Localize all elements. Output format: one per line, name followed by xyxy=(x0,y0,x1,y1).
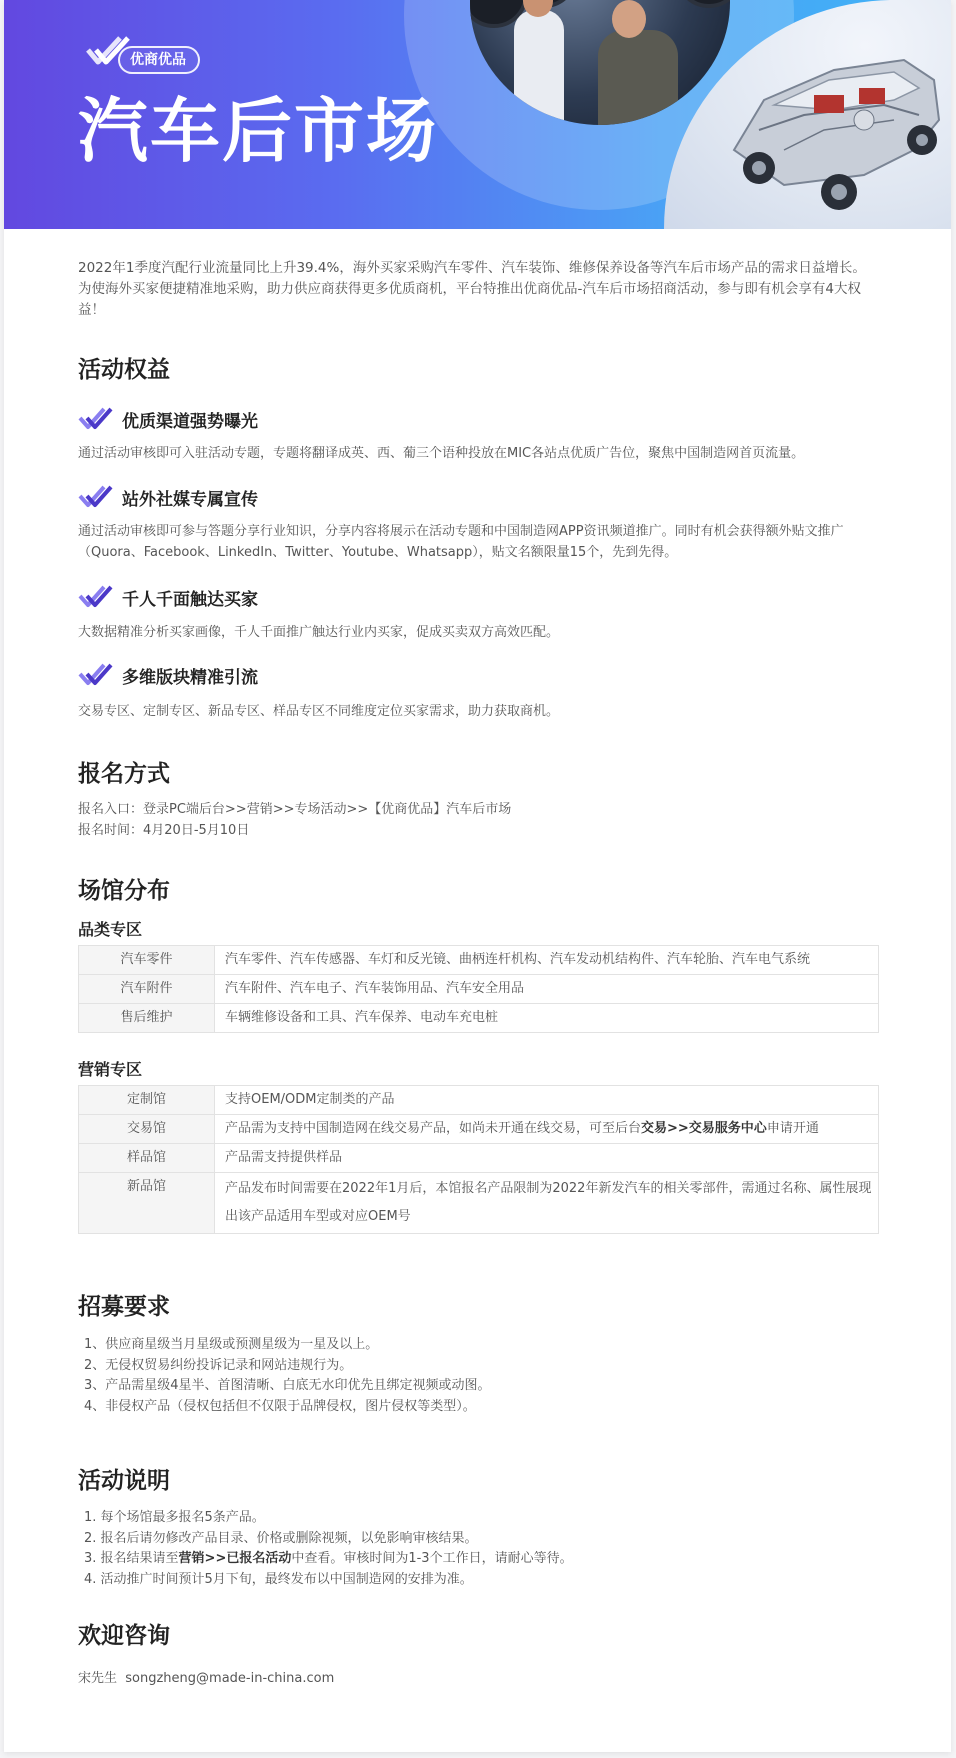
table-row xyxy=(79,1144,879,1173)
seat-graphic xyxy=(859,88,885,104)
benefit-item xyxy=(78,482,258,512)
brand-badge xyxy=(84,34,284,68)
badge-label: 优商优品 xyxy=(118,46,200,74)
benefit-title: 站外社媒专属宣传 xyxy=(122,489,258,510)
zone-key: 定制馆 xyxy=(79,1086,215,1115)
benefit-desc: 交易专区、定制专区、新品专区、样品专区不同维度定位买家需求，助力获取商机。 xyxy=(78,704,560,719)
intro-section xyxy=(78,258,878,321)
list-item-path: 营销>>已报名活动 xyxy=(178,1551,292,1566)
table-row xyxy=(79,946,879,975)
zone-value: 产品发布时间需要在2022年1月后，本馆报名产品限制为2022年新发汽车的相关零部件，需通过名称、属性展现出该产品适用车型或对应OEM号 xyxy=(215,1173,879,1234)
notes-list xyxy=(84,1508,573,1590)
requirements-list xyxy=(84,1335,491,1417)
double-check-icon xyxy=(78,483,114,511)
category-zone-title: 品类专区 xyxy=(78,920,143,939)
double-check-icon xyxy=(78,583,114,611)
zone-value xyxy=(215,1115,879,1144)
intro-text: 2022年1季度汽配行业流量同比上升39.4%，海外买家采购汽车零件、汽车装饰、维修保养设备等汽车后市场产品的需求日益增长。为使海外买家便捷精准地采购，助力供应商获得更多优质商机，平台特推出优商优品-汽车后市场招商活动，参与即有机会享有4大权益！ xyxy=(78,260,866,318)
contact-info: 宋先生 songzheng@made-in-china.com xyxy=(78,1671,335,1686)
table-row xyxy=(79,1086,879,1115)
zone-key: 售后维护 xyxy=(79,1004,215,1033)
zone-value: 车辆维修设备和工具、汽车保养、电动车充电桩 xyxy=(215,1004,879,1033)
category-zone-table xyxy=(78,945,879,1033)
list-item: 1、供应商星级当月星级或预测星级为一星及以上。 xyxy=(84,1337,379,1352)
table-row xyxy=(79,1004,879,1033)
benefit-item xyxy=(78,582,258,612)
zone-key: 汽车零件 xyxy=(79,946,215,975)
zone-value: 支持OEM/ODM定制类的产品 xyxy=(215,1086,879,1115)
zone-value-text: 产品需为支持中国制造网在线交易产品，如尚未开通在线交易，可至后台 xyxy=(225,1121,642,1136)
mechanic-figure xyxy=(514,10,564,120)
benefit-desc: 通过活动审核即可参与答题分享行业知识，分享内容将展示在活动专题和中国制造网APP资讯频道推广。同时有机会获得额外贴文推广（Quora、Facebook、LinkedIn、Twitter、Youtube、Whatsapp），贴文名额限量15个，先到先得。 xyxy=(78,524,844,560)
benefit-item xyxy=(78,404,258,434)
section-heading-requirements: 招募要求 xyxy=(78,1294,170,1320)
zone-value: 汽车附件、汽车电子、汽车装饰用品、汽车安全用品 xyxy=(215,975,879,1004)
table-row xyxy=(79,1115,879,1144)
signup-time: 报名时间：4月20日-5月10日 xyxy=(78,823,250,838)
list-item: 3、产品需星级4星半、首图清晰、白底无水印优先且绑定视频或动图。 xyxy=(84,1378,491,1393)
benefit-title: 千人千面触达买家 xyxy=(122,589,258,610)
double-check-icon xyxy=(78,661,114,689)
zone-key: 样品馆 xyxy=(79,1144,215,1173)
list-item: 2. 报名后请勿修改产品目录、价格或删除视频，以免影响审核结果。 xyxy=(84,1530,478,1546)
car-chassis-graphic xyxy=(664,0,951,229)
section-heading-notes: 活动说明 xyxy=(78,1468,170,1494)
customer-head xyxy=(612,0,646,38)
table-row xyxy=(79,975,879,1004)
benefit-item xyxy=(78,660,258,690)
double-check-icon xyxy=(78,405,114,433)
section-heading-venues: 场馆分布 xyxy=(78,878,170,904)
car-chassis-image xyxy=(664,0,951,229)
list-item xyxy=(84,1549,573,1570)
seat-graphic xyxy=(814,95,844,113)
zone-key: 汽车附件 xyxy=(79,975,215,1004)
section-heading-benefits: 活动权益 xyxy=(78,357,170,383)
zone-key: 交易馆 xyxy=(79,1115,215,1144)
list-item: 1. 每个场馆最多报名5条产品。 xyxy=(84,1510,265,1525)
zone-value: 产品需支持提供样品 xyxy=(215,1144,879,1173)
table-row xyxy=(79,1173,879,1234)
section-heading-signup: 报名方式 xyxy=(78,761,170,787)
benefit-desc: 通过活动审核即可入驻活动专题，专题将翻译成英、西、葡三个语种投放在MIC各站点优质广告位，聚焦中国制造网首页流量。 xyxy=(78,446,805,461)
zone-value-text: 申请开通 xyxy=(766,1121,819,1136)
benefit-desc: 大数据精准分析买家画像，千人千面推广触达行业内买家，促成买卖双方高效匹配。 xyxy=(78,625,560,640)
page-title: 汽车后市场 xyxy=(78,90,438,172)
benefit-title: 优质渠道强势曝光 xyxy=(122,411,258,432)
zone-value-path: 交易>>交易服务中心 xyxy=(641,1121,767,1136)
benefit-title: 多维版块精准引流 xyxy=(122,667,258,688)
page xyxy=(4,0,951,1752)
list-item: 4. 活动推广时间预计5月下旬，最终发布以中国制造网的安排为准。 xyxy=(84,1571,473,1587)
section-heading-contact: 欢迎咨询 xyxy=(78,1623,170,1649)
list-item: 4、非侵权产品（侵权包括但不仅限于品牌侵权，图片侵权等类型）。 xyxy=(84,1398,476,1414)
list-item: 2、无侵权贸易纠纷投诉记录和网站违规行为。 xyxy=(84,1357,353,1373)
zone-value: 汽车零件、汽车传感器、车灯和反光镜、曲柄连杆机构、汽车发动机结构件、汽车轮胎、汽车电气系统 xyxy=(215,946,879,975)
marketing-zone-title: 营销专区 xyxy=(78,1060,143,1079)
list-item-text: 3. 报名结果请至 xyxy=(84,1551,179,1566)
hero-banner xyxy=(4,0,951,229)
marketing-zone-table xyxy=(78,1085,879,1234)
zone-key: 新品馆 xyxy=(79,1173,215,1234)
list-item-text: 中查看。审核时间为1-3个工作日，请耐心等待。 xyxy=(291,1551,573,1566)
signup-entry: 报名入口：登录PC端后台>>营销>>专场活动>>【优商优品】汽车后市场 xyxy=(78,802,512,817)
